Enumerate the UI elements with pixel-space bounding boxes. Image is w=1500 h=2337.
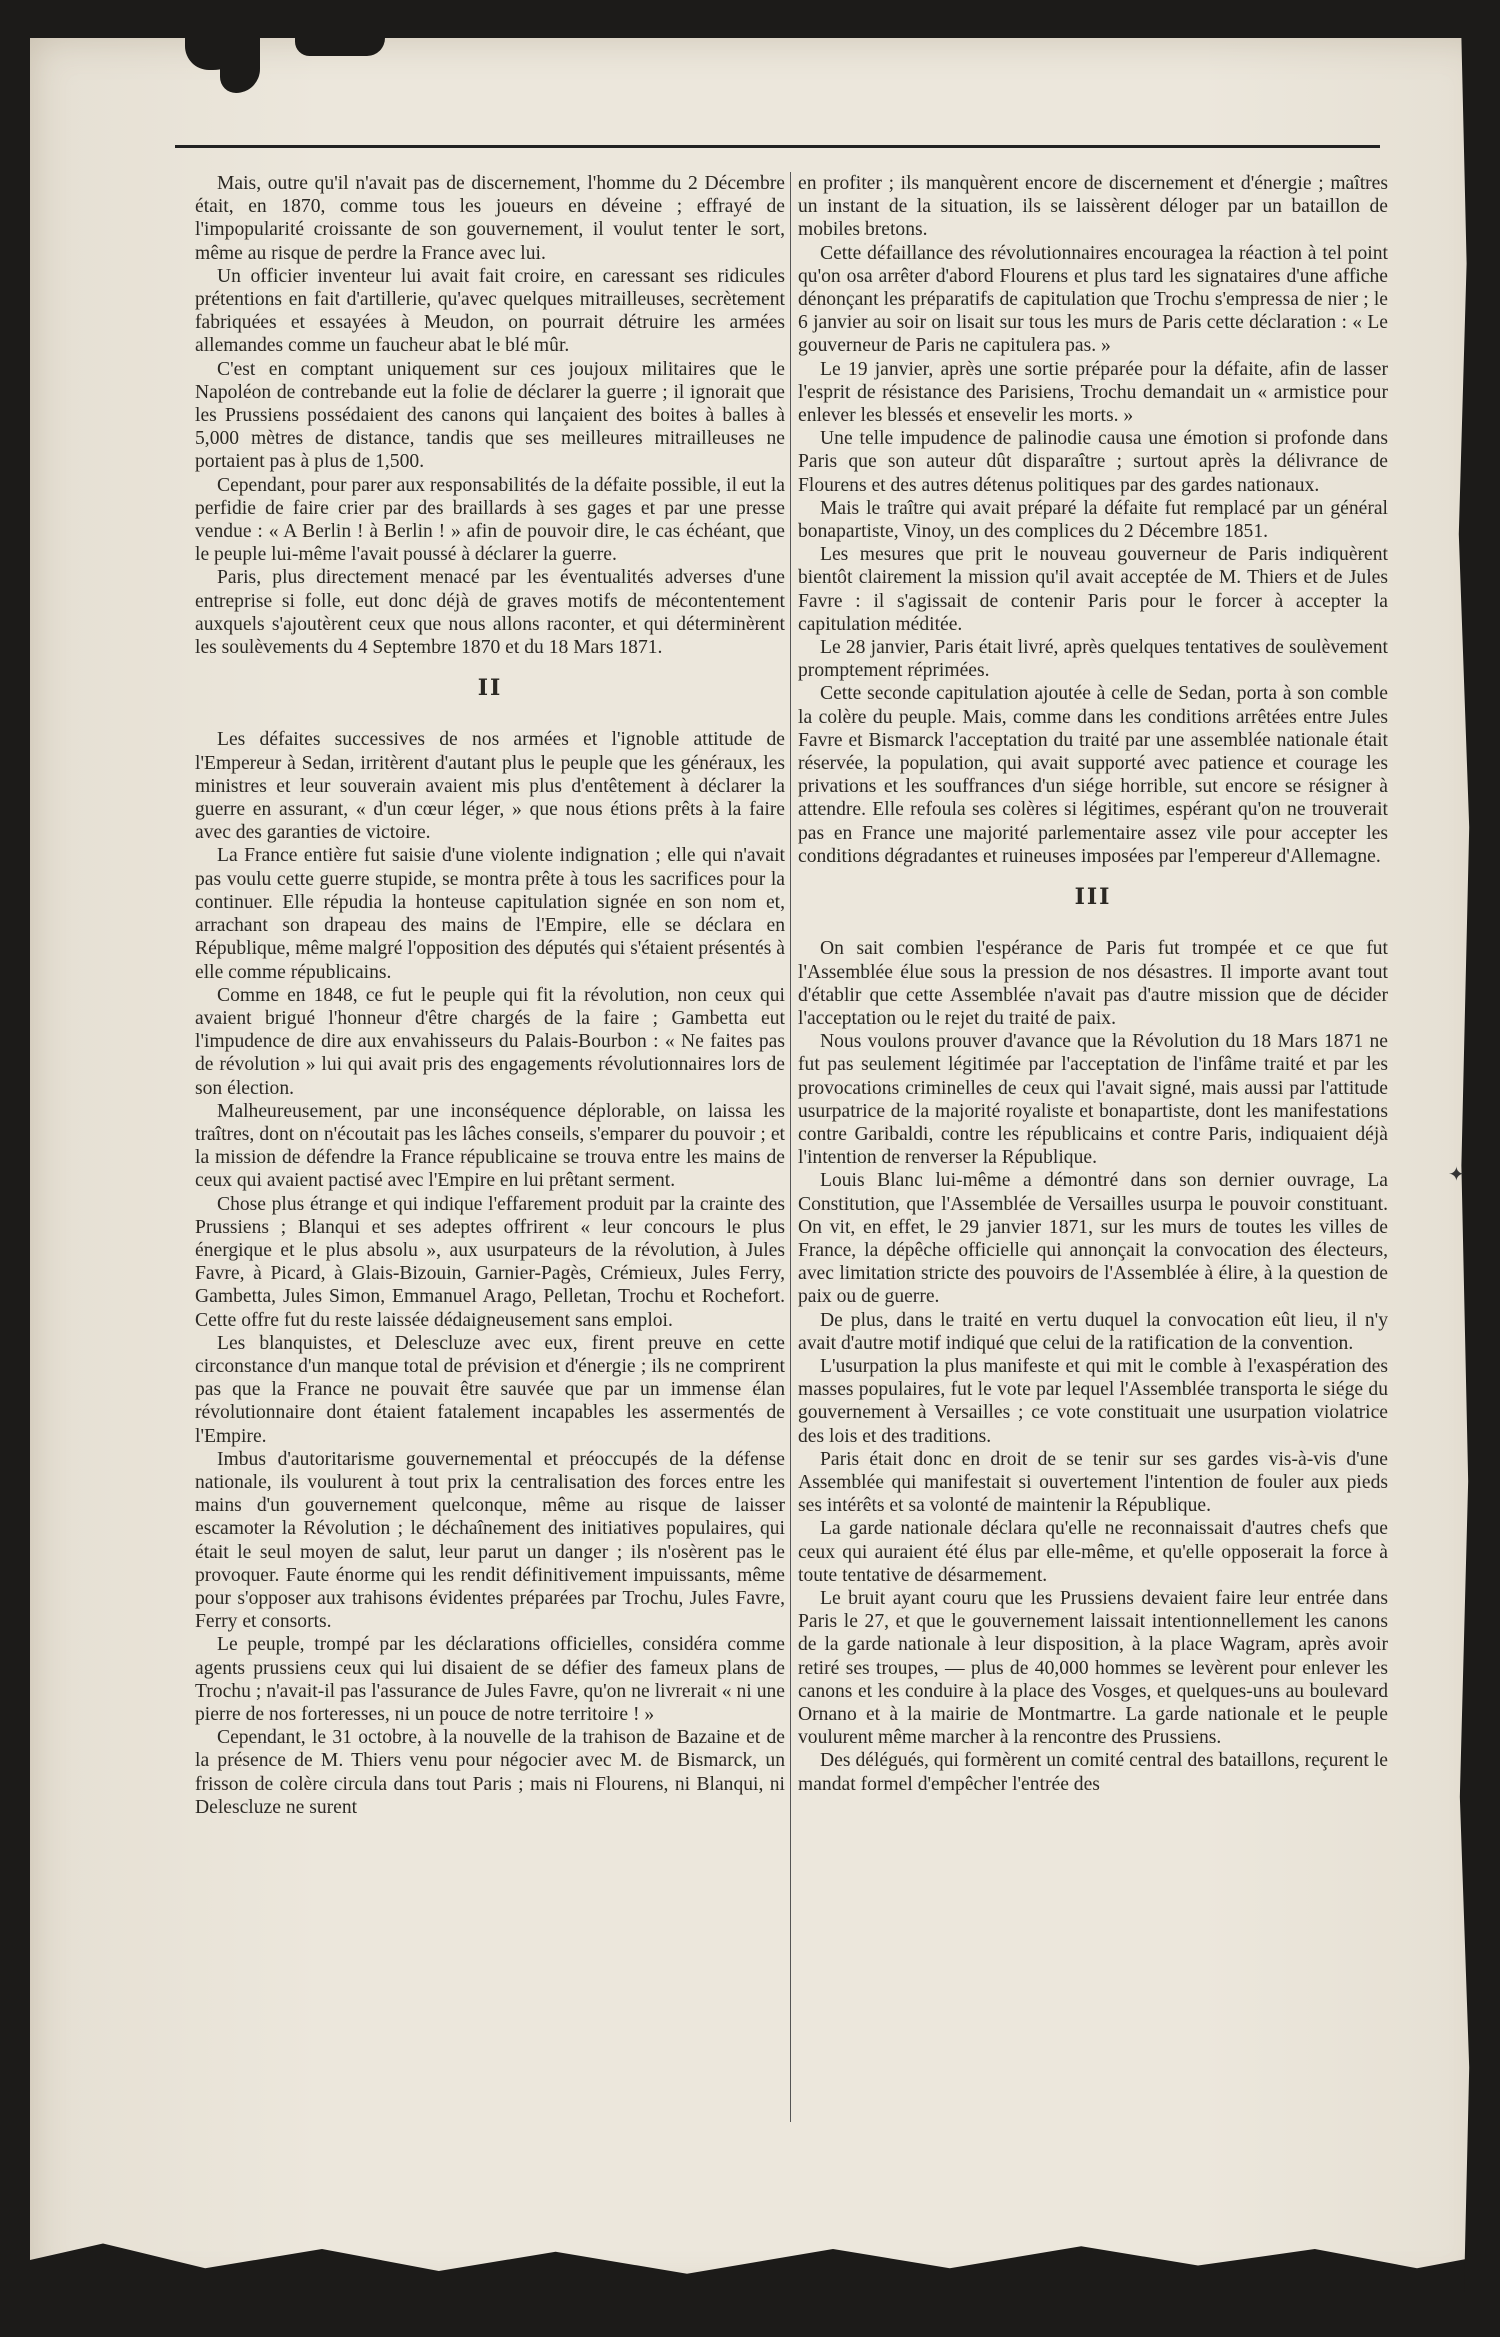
paragraph: La France entière fut saisie d'une violente indignation ; elle qui n'avait pas voulu cette guerre stupide, se montra prête à tous les sacrifices pour la continuer. Elle répudia la honteuse capitulation signée en son nom et, arrachant son drapeau des mains de l'Empire, elle se déclara en République, même malgré l'opposition des députés qui s'étaient présentés à elle comme républicains. [195, 845, 785, 983]
paragraph: Le 19 janvier, après une sortie préparée pour la défaite, afin de lasser l'esprit de résistance des Parisiens, Trochu demandait un « armistice pour enlever les blessés et ensevelir les morts. » [798, 358, 1388, 427]
paragraph: De plus, dans le traité en vertu duquel la convocation eût lieu, il n'y avait d'autre motif indiqué que celui de la ratification de la convention. [798, 1309, 1388, 1354]
paragraph: Une telle impudence de palinodie causa une émotion si profonde dans Paris que son auteur dût disparaître ; surtout après la délivrance de Flourens et des autres détenus politiques par des gardes nationaux. [798, 428, 1388, 496]
paragraph: Cette défaillance des révolutionnaires encouragea la réaction à tel point qu'on osa arrêter d'abord Flourens et plus tard les signataires d'une affiche dénonçant les préparatifs de capitulation que Trochu s'empressa de nier ; le 6 janvier au soir on lisait sur tous les murs de Paris cette déclaration : « Le gouverneur de Paris ne capitulera pas. » [798, 242, 1388, 357]
paragraph: Les blanquistes, et Delescluze avec eux, firent preuve en cette circonstance d'un manque total de prévision et d'énergie ; ils ne comprirent pas que la France ne pouvait être sauvée que par un immense élan révolutionnaire dont étaient fatalement incapables les assermentés de l'Empire. [195, 1332, 785, 1447]
paragraph: Paris était donc en droit de se tenir sur ses gardes vis-à-vis d'une Assemblée qui manifestait si ouvertement l'intention de fouler aux pieds ses intérêts et sa volonté de maintenir la République. [798, 1448, 1388, 1517]
paragraph: Les mesures que prit le nouveau gouverneur de Paris indiquèrent bientôt clairement la mission qu'il avait acceptée de M. Thiers et de Jules Favre : il s'agissait de contenir Paris pour le forcer à accepter la capitulation méditée. [798, 544, 1388, 635]
paragraph: On sait combien l'espérance de Paris fut trompée et ce que fut l'Assemblée élue sous la pression de nos désastres. Il importe avant tout d'établir que cette Assemblée n'avait pas d'autre mission que de décider l'acceptation ou le rejet du traité de paix. [798, 938, 1388, 1029]
paragraph: Le 28 janvier, Paris était livré, après quelques tentatives de soulèvement promptement réprimées. [798, 637, 1388, 682]
paragraph: Le bruit ayant couru que les Prussiens devaient faire leur entrée dans Paris le 27, et que le gouvernement laissait intentionnellement les canons de la garde nationale à leur disposition, à la place Wagram, après avoir retiré ses troupes, — plus de 40,000 hommes se levèrent pour enlever les canons et les conduire à la place des Vosges, et quelques-uns au boulevard Ornano et à la mairie de Montmartre. La garde nationale et le peuple voulurent même marcher à la rencontre des Prussiens. [798, 1587, 1388, 1749]
paragraph: Cependant, pour parer aux responsabilités de la défaite possible, il eut la perfidie de faire crier par des braillards à ses gages et par une presse vendue : « A Berlin ! à Berlin ! » afin de pouvoir dire, le cas échéant, que le peuple lui-même l'avait poussé à déclarer la guerre. [195, 474, 785, 566]
paragraph: Cette seconde capitulation ajoutée à celle de Sedan, porta à son comble la colère du peuple. Mais, comme dans les conditions arrêtées entre Jules Favre et Bismarck l'acceptation du traité par une assemblée nationale était réservée, la population, qui avait supporté avec patience et courage les privations et les souffrances d'un siége horrible, sut encore se résigner à attendre. Elle refoula ses colères si légitimes, espérant qu'on ne trouverait pas en France une majorité parlementaire assez vile pour accepter les conditions dégradantes et ruineuses imposées par l'empereur d'Allemagne. [798, 683, 1388, 867]
paragraph: Comme en 1848, ce fut le peuple qui fit la révolution, non ceux qui avaient brigué l'honneur d'être chargés de la faire ; Gambetta eut l'impudence de dire aux envahisseurs du Palais-Bourbon : « Ne faites pas de révolution » lui qui avait pris des engagements révolutionnaires lors de son élection. [195, 984, 785, 1099]
left-column [195, 172, 785, 2257]
cross-mark: ✦ [1448, 1162, 1465, 1186]
paragraph: Cependant, le 31 octobre, à la nouvelle de la trahison de Bazaine et de la présence de M. Thiers venu pour négocier avec M. de Bismarck, un frisson de colère circula dans tout Paris ; mais ni Flourens, ni Blanqui, ni Delescluze ne surent [195, 1727, 785, 1818]
paragraph: Malheureusement, par une inconséquence déplorable, on laissa les traîtres, dont on n'écoutait pas les lâches conseils, s'emparer du pouvoir ; et la mission de défendre la France républicaine se trouva entre les mains de ceux qui avaient pactisé avec l'Empire en lui prêtant serment. [195, 1100, 785, 1192]
torn-edge [220, 38, 260, 93]
paragraph: Louis Blanc lui-même a démontré dans son dernier ouvrage, La Constitution, que l'Assemblée de Versailles usurpa le pouvoir constituant. On vit, en effet, le 29 janvier 1871, sur les murs de toutes les villes de France, la dépêche officielle qui annonçait la convocation des électeurs, avec limitation stricte des pouvoirs de l'Assemblée à élire, à la question de paix ou de guerre. [798, 1170, 1388, 1308]
paragraph: en profiter ; ils manquèrent encore de discernement et d'énergie ; maîtres un instant de la situation, ils se laissèrent déloger par un bataillon de mobiles bretons. [798, 173, 1388, 241]
right-column [798, 172, 1388, 2257]
column-divider [790, 172, 791, 2122]
paragraph: Un officier inventeur lui avait fait croire, en caressant ses ridicules prétentions en fait d'artillerie, qu'avec quelques mitrailleuses, secrètement fabriquées et essayées à Meudon, on pourrait détruire les armées allemandes comme un faucheur abat le blé mûr. [195, 265, 785, 357]
section-heading: II [477, 675, 503, 702]
paragraph: Des délégués, qui formèrent un comité central des bataillons, reçurent le mandat formel d'empêcher l'entrée des [798, 1750, 1388, 1795]
paragraph: Mais, outre qu'il n'avait pas de discernement, l'homme du 2 Décembre était, en 1870, comme tous les joueurs en déveine ; effrayé de l'impopularité croissante de son gouvernement, il voulut tenter le sort, même au risque de perdre la France avec lui. [195, 173, 785, 264]
paragraph: L'usurpation la plus manifeste et qui mit le comble à l'exaspération des masses populaires, fut le vote par lequel l'Assemblée transporta le siége du gouvernement à Versailles ; ce vote constituait une usurpation violatrice des lois et des traditions. [798, 1355, 1388, 1447]
torn-edge [295, 38, 385, 56]
paragraph: La garde nationale déclara qu'elle ne reconnaissait d'autres chefs que ceux qui auraient été élus par elle-même, et qu'elle opposerait la force à toute tentative de désarmement. [798, 1518, 1388, 1586]
paragraph: Les défaites successives de nos armées et l'ignoble attitude de l'Empereur à Sedan, irritèrent d'autant plus le peuple que les généraux, les ministres et leur souverain avaient mis plus d'entêtement à déclarer la guerre en assurant, « d'un cœur léger, » que nous étions prêts à la faire avec des garanties de victoire. [195, 729, 785, 844]
paragraph: Mais le traître qui avait préparé la défaite fut remplacé par un général bonapartiste, Vinoy, un des complices du 2 Décembre 1851. [798, 497, 1388, 543]
paragraph: C'est en comptant uniquement sur ces joujoux militaires que le Napoléon de contrebande eut la folie de déclarer la guerre ; il ignorait que les Prussiens possédaient des canons qui lançaient des boites à balles à 5,000 mètres de distance, tandis que ses meilleures mitrailleuses ne portaient pas à plus de 1,500. [195, 358, 785, 473]
paragraph: Paris, plus directement menacé par les éventualités adverses d'une entreprise si folle, eut donc déjà de graves motifs de mécontentement auxquels s'ajoutèrent ceux que nous allons raconter, et qui déterminèrent les soulèvements du 4 Septembre 1870 et du 18 Mars 1871. [195, 567, 785, 659]
paragraph: Chose plus étrange et qui indique l'effarement produit par la crainte des Prussiens ; Blanqui et ses adeptes offrirent « leur concours le plus énergique et le plus absolu », aux usurpateurs de la révolution, à Jules Favre, à Picard, à Glais-Bizouin, Garnier-Pagès, Crémieux, Jules Ferry, Gambetta, Jules Simon, Emmanuel Arago, Pelletan, Trochu et Rochefort. Cette offre fut du reste laissée dédaigneusement sans emploi. [195, 1193, 785, 1331]
paragraph: Imbus d'autoritarisme gouvernemental et préoccupés de la défense nationale, ils voulurent à tout prix la centralisation des forces entre les mains d'un gouvernement quelconque, même au risque de laisser escamoter la Révolution ; le déchaînement des initiatives populaires, qui était le seul moyen de salut, leur parut un danger ; ils n'osèrent pas le provoquer. Faute énorme qui les rendit définitivement impuissants, même pour s'opposer aux trahisons évidentes préparées par Trochu, Jules Favre, Ferry et consorts. [195, 1448, 785, 1633]
header-rule [175, 145, 1380, 148]
paragraph: Le peuple, trompé par les déclarations officielles, considéra comme agents prussiens ceux qui lui disaient de se défier des fameux plans de Trochu ; n'avait-il pas l'assurance de Jules Favre, qu'on ne livrerait « ni une pierre de nos forteresses, ni un pouce de notre territoire ! » [195, 1634, 785, 1725]
paragraph: Nous voulons prouver d'avance que la Révolution du 18 Mars 1871 ne fut pas seulement légitimée par l'acceptation de l'infâme traité et par les provocations criminelles de ceux qui l'avait signé, mais aussi par l'attitude usurpatrice de la majorité royaliste et bonapartiste, dont les manifestations contre Garibaldi, contre les républicains et contre Paris, indiquaient déjà l'intention de renverser la République. [798, 1031, 1388, 1169]
section-heading: III [1074, 884, 1112, 911]
